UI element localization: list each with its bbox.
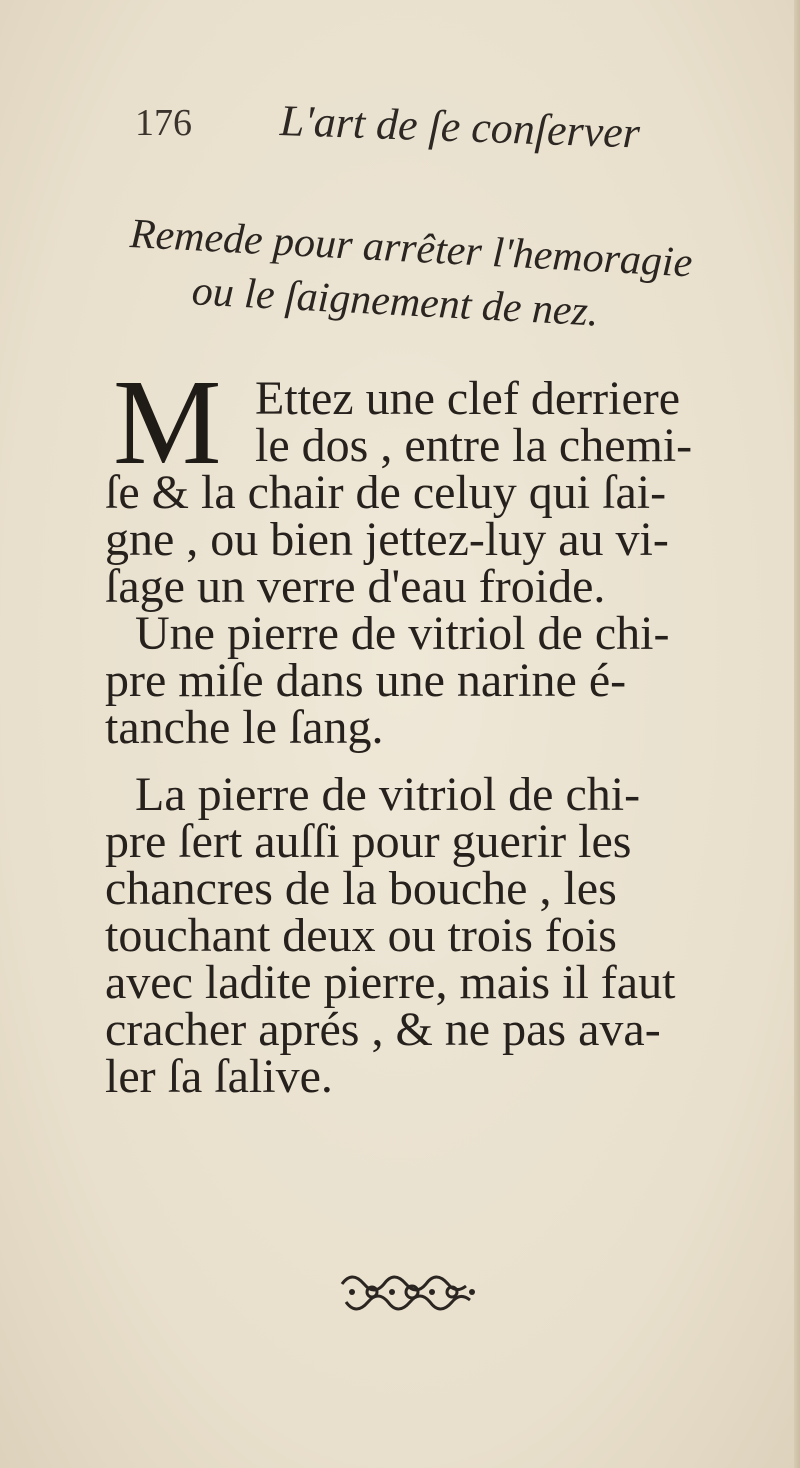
running-head	[135, 95, 695, 158]
running-title: L'art de ſe conſerver	[279, 96, 641, 158]
heading-line-2: ou le ſaignement de nez.	[190, 268, 600, 336]
fleuron-ornament-icon	[332, 1262, 492, 1322]
heading-line-1: Remede pour arrêter l'hemoragie	[128, 211, 694, 287]
paragraph-line: Une pierre de vitriol de chi-	[135, 607, 670, 660]
paragraph-line: le dos , entre la chemi-	[255, 419, 693, 472]
paragraph-3	[105, 768, 765, 1103]
paragraph-line: ſe & la chair de celuy qui ſai-	[105, 466, 667, 519]
paragraph-line: pre ſert auſſi pour guerir les	[105, 815, 632, 868]
paragraph-line: ler ſa ſalive.	[105, 1050, 333, 1103]
page-number: 176	[135, 102, 192, 144]
body-text	[105, 355, 765, 1103]
page-edge	[794, 0, 800, 1468]
paragraph-1	[105, 355, 765, 613]
paragraph-line: cracher aprés , & ne pas ava-	[105, 1003, 661, 1056]
drop-cap: M	[113, 355, 222, 490]
section-heading	[128, 210, 770, 336]
paragraph-line: touchant deux ou trois fois	[105, 909, 617, 962]
paragraph-line: pre miſe dans une narine é-	[105, 654, 627, 707]
paragraph-line: La pierre de vitriol de chi-	[135, 768, 641, 821]
paragraph-line: tanche le ſang.	[105, 701, 384, 754]
paragraph-line: ſage un verre d'eau froide.	[105, 560, 606, 613]
paragraph-line: avec ladite pierre, mais il faut	[105, 956, 676, 1009]
paragraph-2	[105, 607, 765, 754]
paragraph-line: Ettez une clef derriere	[255, 372, 681, 425]
paragraph-line: chancres de la bouche , les	[105, 862, 617, 915]
paragraph-line: gne , ou bien jettez-luy au vi-	[105, 513, 669, 566]
